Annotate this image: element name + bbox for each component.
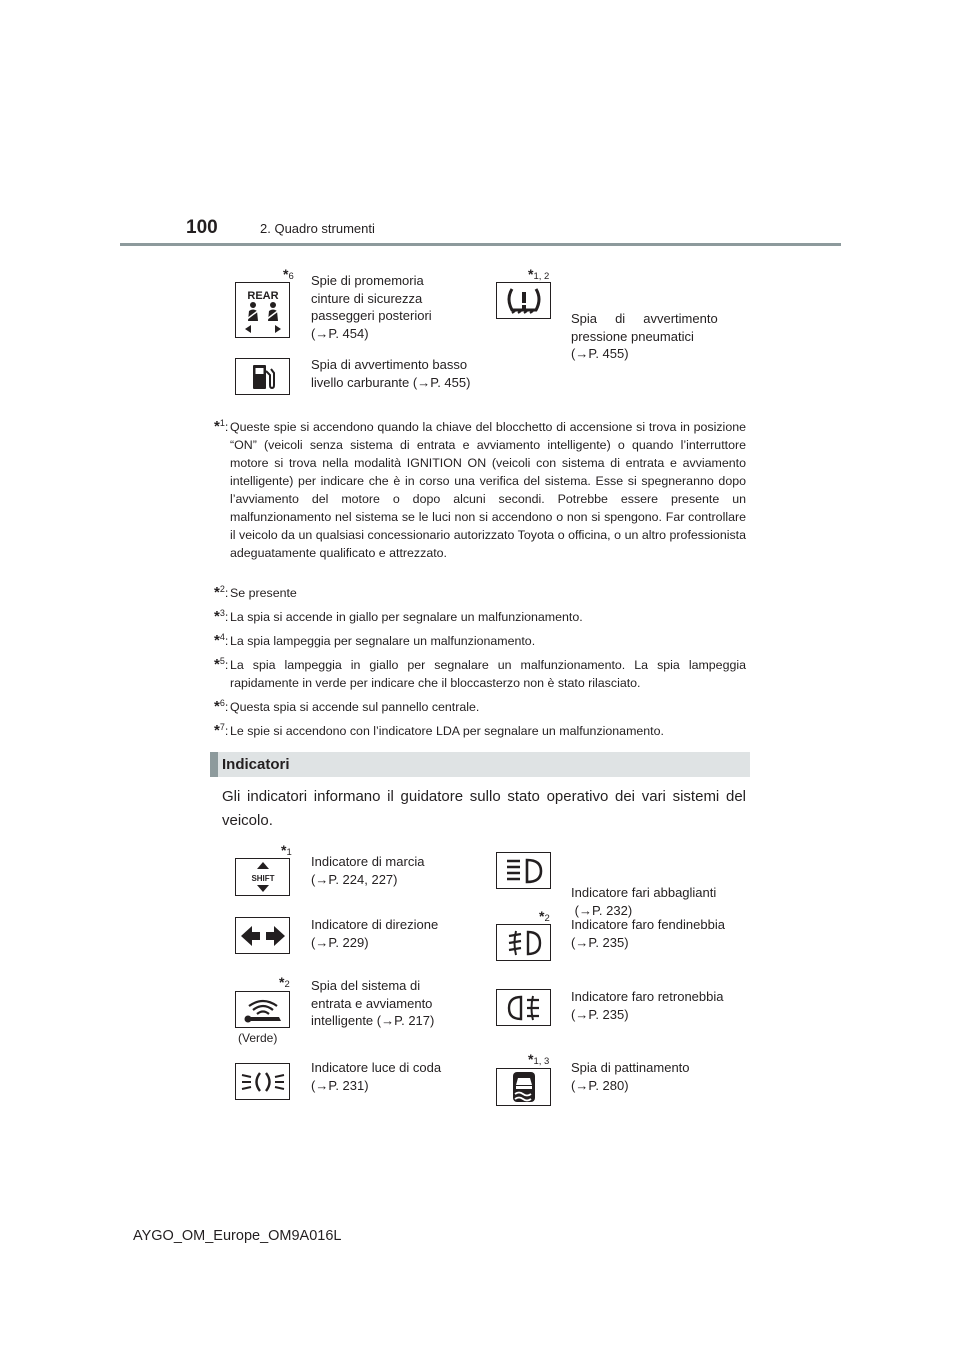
ind-desc-0: Indicatore di marcia (→P. 224, 227) bbox=[311, 854, 425, 887]
slip-indicator-icon bbox=[496, 1068, 551, 1106]
indicators-heading: Indicatori bbox=[222, 756, 290, 773]
svg-text:REAR: REAR bbox=[246, 290, 279, 302]
high-beam-icon bbox=[496, 852, 551, 889]
ind-desc-3: Indicatore faro fendinebbia (→P. 235) bbox=[571, 917, 725, 950]
footnote-2: *$^2$: Se presente bbox=[214, 584, 297, 601]
rear-fog-light-icon bbox=[496, 989, 551, 1026]
tire-pressure-warning-icon bbox=[496, 282, 551, 319]
ind-desc-5: Indicatore faro retronebbia (→P. 235) bbox=[571, 989, 724, 1022]
indicators-intro: Gli indicatori informano il guidatore sullo stato operativo dei vari sistemi del veicolo. bbox=[222, 788, 746, 829]
table1-sup-1: *1, 2 bbox=[528, 266, 550, 282]
svg-text:SHIFT: SHIFT bbox=[250, 874, 275, 883]
ind-desc-6: Indicatore luce di coda (→P. 231) bbox=[311, 1060, 442, 1093]
ind-sup-3: *2 bbox=[539, 908, 550, 924]
tail-light-icon bbox=[235, 1063, 290, 1100]
front-fog-light-icon bbox=[496, 924, 551, 961]
table1-desc-0: Spie di promemoria cinture di sicurezza passeggeri posteriori (→P. 454) bbox=[311, 273, 432, 341]
footer-doc-code: AYGO_OM_Europe_OM9A016L bbox=[133, 1228, 342, 1244]
table1-desc-2: Spia di avvertimento basso livello carburante (→P. 455) bbox=[311, 357, 471, 390]
low-fuel-icon bbox=[235, 358, 290, 395]
footnote-6: *$^6$: Questa spia si accende sul pannello centrale. bbox=[214, 698, 480, 715]
footnote-5: *$^5$: La spia lampeggia in giallo per segnalare un malfunzionamento. La spia lampeggia rapidamente in verde per indicare che il bloccasterzo non è stato rilasciato. bbox=[214, 656, 746, 690]
section-title: 2. Quadro strumenti bbox=[260, 221, 375, 236]
footnote-4: *$^4$: La spia lampeggia per segnalare un malfunzionamento. bbox=[214, 632, 536, 649]
ind-sup-4: *2 bbox=[279, 974, 290, 990]
smart-entry-icon bbox=[235, 991, 290, 1028]
ind-desc-1: Indicatore fari abbaglianti (→P. 232) bbox=[571, 885, 717, 918]
ind-sup-7: *1, 3 bbox=[528, 1051, 550, 1067]
ind-sup-0: *1 bbox=[281, 842, 292, 858]
footnote-3: *$^3$: La spia si accende in giallo per segnalare un malfunzionamento. bbox=[214, 608, 583, 625]
indicators-heading-bar bbox=[210, 752, 750, 777]
table1-sup-0: *6 bbox=[283, 266, 294, 282]
ind-desc-4: Spia del sistema di entrata e avviamento intelligente (→P. 217) bbox=[311, 978, 435, 1028]
footnote-1: *$^1$: Queste spie si accendono quando la chiave del blocchetto di accensione si trova in posizione “ON” (veicoli senza sistema di entrata e avviamento intelligente) o quando l’interruttore motore si trova nella modalità IGNITION ON (veicoli con sistema di entrata e avviamento intelligente) per indicare che è in corso una verifica del sistema. Esse si spegneranno dopo l’avviamento del motore o dopo alcuni secondi. Potrebbe essere presente un malfunzionamento nel sistema se le luci non si accendono o non si spengono. Far controllare il veicolo da un qualsiasi concessionario autorizzato Toyota o officina, o un altro professionista adeguatamente qualificato e attrezzato. bbox=[214, 418, 746, 560]
header-rule bbox=[120, 243, 841, 246]
table1-desc-1: Spia di avvertimento pressione pneumatici (→P. 455) bbox=[571, 311, 718, 361]
ind-desc-7: Spia di pattinamento (→P. 280) bbox=[571, 1060, 690, 1093]
rear-seatbelt-reminder-icon bbox=[235, 282, 290, 338]
shift-indicator-icon bbox=[235, 858, 290, 896]
turn-signal-icon bbox=[235, 917, 290, 954]
ind-desc-2: Indicatore di direzione (→P. 229) bbox=[311, 917, 439, 950]
footnote-7: *$^7$: Le spie si accendono con l’indicatore LDA per segnalare un malfunzionamento. bbox=[214, 722, 664, 739]
page-number: 100 bbox=[186, 217, 218, 238]
smart-entry-caption: (Verde) bbox=[238, 1031, 278, 1045]
